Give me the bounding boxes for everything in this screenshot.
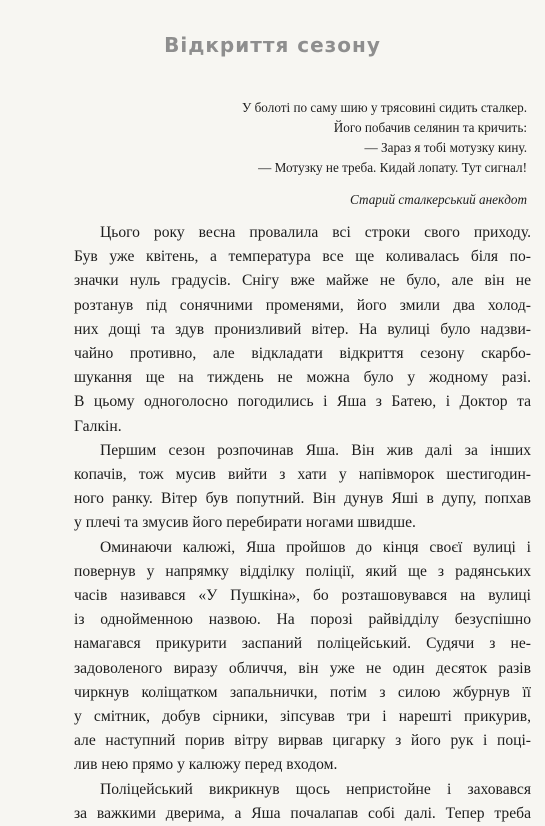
text-line: Галкін. [74, 417, 122, 435]
text-line: Оминаючи калюжі, Яша пройшов до кінця своєї вулиці і [100, 538, 531, 556]
epigraph-line: — Мотузку не треба. Кидай лопату. Тут сигнал! [258, 160, 527, 175]
epigraph-source: Старий сталкерський анекдот [350, 192, 527, 207]
text-line: чайно противно, але відкладати відкриття сезону скарбо- [74, 345, 531, 363]
text-line: копачів, тож мусив вийти з хати у напівморок шестигодин- [74, 466, 531, 484]
text-line: лив нею прямо у калюжу перед входом. [74, 756, 338, 774]
text-line: намагався прикурити заспаний поліцейський. Судячи з не- [74, 635, 531, 653]
text-line: у плечі та змусив його перебирати ногами швидше. [74, 514, 416, 532]
paragraph [74, 536, 531, 778]
text-line: Поліцейський викрикнув щось непристойне і заховався [100, 780, 531, 798]
text-line: у смітник, добув сірники, зіпсував три і нарешті прикурив, [74, 708, 531, 726]
epigraph-line: Його побачив селянин та кричить: [333, 120, 527, 135]
text-line: Першим сезон розпочинав Яша. Він жив далі за інших [100, 441, 531, 459]
text-line: повернув у напрямку відділку поліції, який ще з радянських [74, 562, 531, 580]
text-line: із однойменною назвою. На порозі райвідділу безуспішно [74, 611, 531, 629]
body-text [74, 221, 531, 826]
chapter-title: Відкриття сезону [164, 33, 381, 57]
text-line: розтанув під сонячними променями, його змили два холод- [74, 296, 531, 314]
text-line: Цього року весна провалила всі строки свого приходу. [100, 224, 531, 241]
text-line: них дощі та здув пронизливий вітер. На вулиці було надзви- [74, 320, 531, 338]
text-line: задоволеного виразу обличчя, він уже не один десяток разів [74, 659, 531, 677]
text-line: ного ранку. Вітер був попутний. Він дунув Яші в дупу, попхав [74, 490, 531, 508]
paragraph [74, 778, 531, 826]
text-line: за важкими дверима, а Яша почалапав собі далі. Тепер треба [74, 804, 531, 822]
text-line: Був уже квітень, а температура все ще коливалась біля по- [74, 248, 531, 266]
epigraph-line: У болоті по саму шию у трясовині сидить сталкер. [241, 100, 527, 115]
text-line: але наступний порив вітру вирвав цигарку з його рук і поці- [74, 732, 531, 750]
text-line: В цьому одноголосно погодились і Яша з Батею, і Доктор та [74, 393, 531, 411]
text-line: шукання ще на тиждень не можна було у жодному разі. [74, 369, 531, 387]
paragraph [74, 439, 531, 536]
text-line: значки нуль градусів. Снігу вже майже не було, але він не [74, 272, 531, 290]
paragraph [74, 221, 531, 439]
epigraph-line: — Зараз я тобі мотузку кину. [364, 140, 527, 155]
text-line: чиркнув коліщатком запальнички, потім з силою жбурнув її [74, 683, 531, 701]
text-line: часів називався «У Пушкіна», бо розташовувався на вулиці [74, 587, 531, 605]
epigraph [127, 98, 527, 210]
